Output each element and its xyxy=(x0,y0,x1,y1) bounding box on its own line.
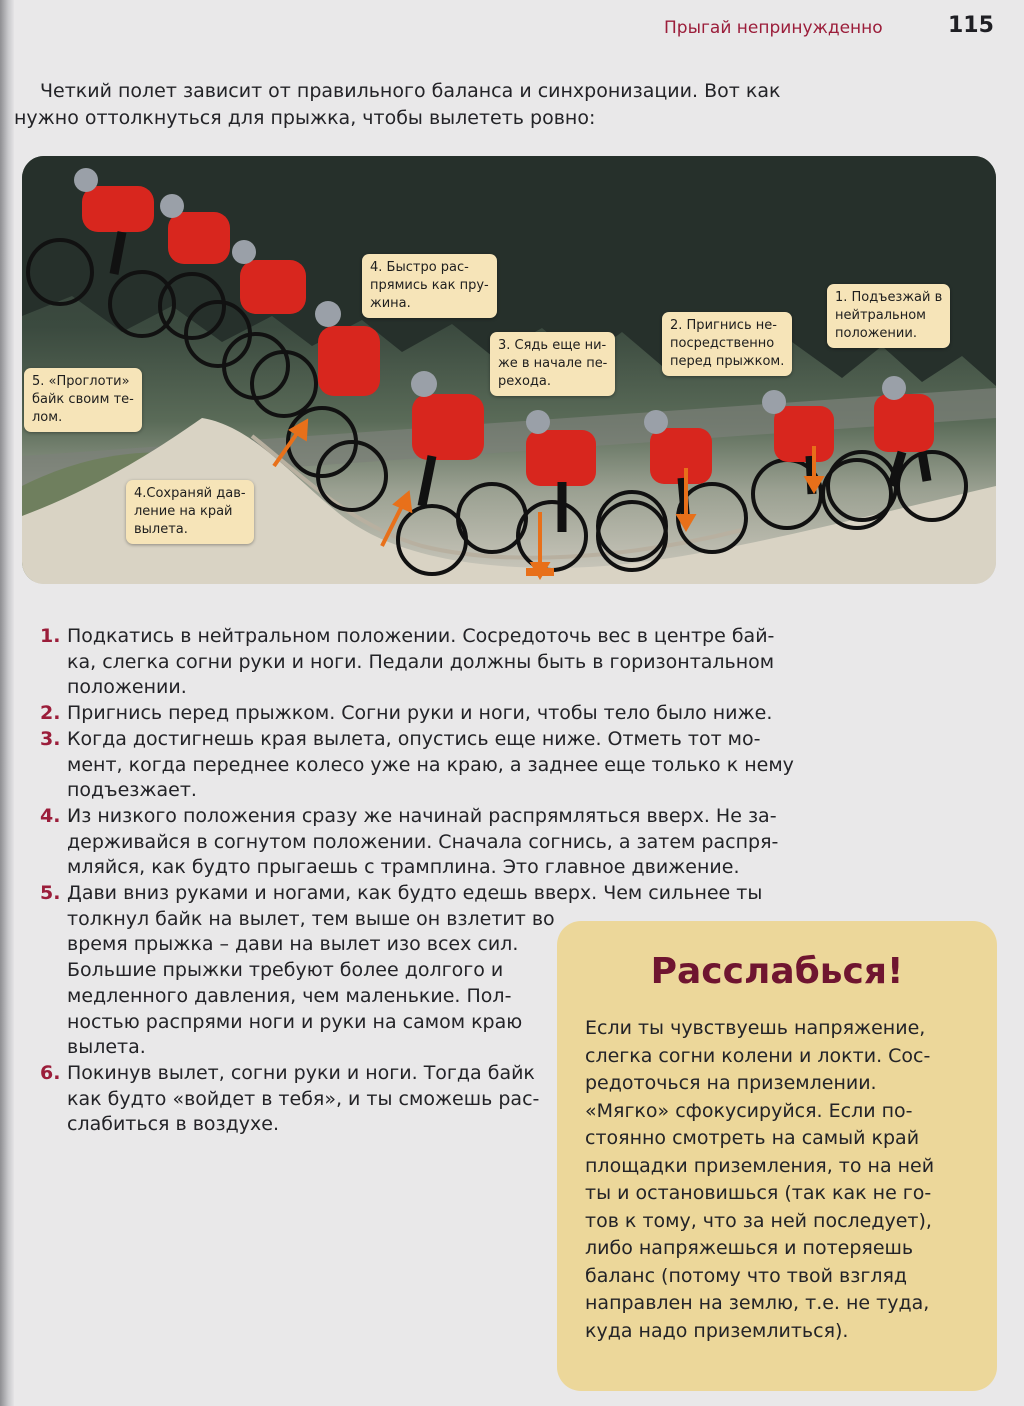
step-number: 3. xyxy=(40,727,61,750)
callout-step-1: 1. Подъезжай в нейтральном положении. xyxy=(827,284,950,348)
step-number: 4. xyxy=(40,804,61,827)
intro-paragraph xyxy=(14,78,794,132)
callout-step-2: 2. Пригнись не- посредственно перед прыжком. xyxy=(662,312,792,376)
step-6: 6. Покинув вылет, согни руки и ноги. Тогда байк как будто «войдет в тебя», и ты сможешь рас- слабиться в воздухе. xyxy=(40,1061,540,1136)
step-number: 6. xyxy=(40,1061,61,1084)
callout-step-4b: 4.Сохраняй дав- ление на край вылета. xyxy=(126,480,254,544)
callout-step-5: 5. «Проглоти» байк своим те- лом. xyxy=(24,368,142,432)
step-5: 5. Дави вниз руками и ногами, как будто едешь вверх. Чем сильнее ты толкнул байк на вылет, тем выше он взлетит во время прыжка – дави на вылет изо всех сил. Большие прыжки требуют более долгого и медленного давления, чем маленькие. Пол- ностью распрями ноги и руки на самом краю вылета. xyxy=(40,882,763,1059)
callout-step-3: 3. Сядь еще ни- же в начале пе- рехода. xyxy=(490,332,615,396)
intro-line: Четкий полет зависит от правильного баланса и синхронизации. Вот как xyxy=(40,80,781,102)
relax-tip-title: Расслабься! xyxy=(650,951,904,992)
callout-step-4: 4. Быстро рас- прямись как пру- жина. xyxy=(362,254,497,318)
page-number: 115 xyxy=(948,13,994,38)
jump-sequence-photo xyxy=(22,156,996,584)
step-2: 2. Пригнись перед прыжком. Согни руки и ноги, чтобы тело было ниже. xyxy=(40,701,800,727)
step-number: 1. xyxy=(40,625,61,647)
arrow-base xyxy=(528,570,552,574)
book-spine-shadow xyxy=(0,0,14,1406)
step-1: 1. Подкатись в нейтральном положении. Сосредоточь вес в центре бай- ка, слегка согни руки и ноги. Педали должны быть в горизонтальном положении. xyxy=(40,625,775,699)
step-3: 3. Когда достигнешь края вылета, опустись еще ниже. Отметь тот мо- мент, когда переднее колесо уже на краю, а заднее еще только к нему подъезжает. xyxy=(40,727,794,802)
step-number: 5. xyxy=(40,882,61,905)
running-header-title: Прыгай непринужденно xyxy=(664,18,883,38)
step-number: 2. xyxy=(40,702,61,725)
intro-line: нужно оттолкнуться для прыжка, чтобы вылететь ровно: xyxy=(14,107,596,129)
relax-tip-box xyxy=(557,921,997,1391)
step-4: 4. Из низкого положения сразу же начинай распрямляться вверх. Не за- держивайся в согнутом положении. Сначала согнись, а затем распря- мляйся, как будто прыгаешь с трамплина. Это главное движение. xyxy=(40,804,779,879)
relax-tip-text: Если ты чувствуешь напряжение, слегка согни колени и локти. Сос- редоточься на приземлении. «Мягко» сфокусируйся. Если по- стоянно смотреть на самый край площадки приземления, то на ней ты и остановишься (так как не го- тов к тому, что за ней последует), либо напряжешься и потеряешь баланс (потому что твой взгляд направлен на землю, т.е. не туда, куда надо приземлиться). xyxy=(585,1017,935,1342)
